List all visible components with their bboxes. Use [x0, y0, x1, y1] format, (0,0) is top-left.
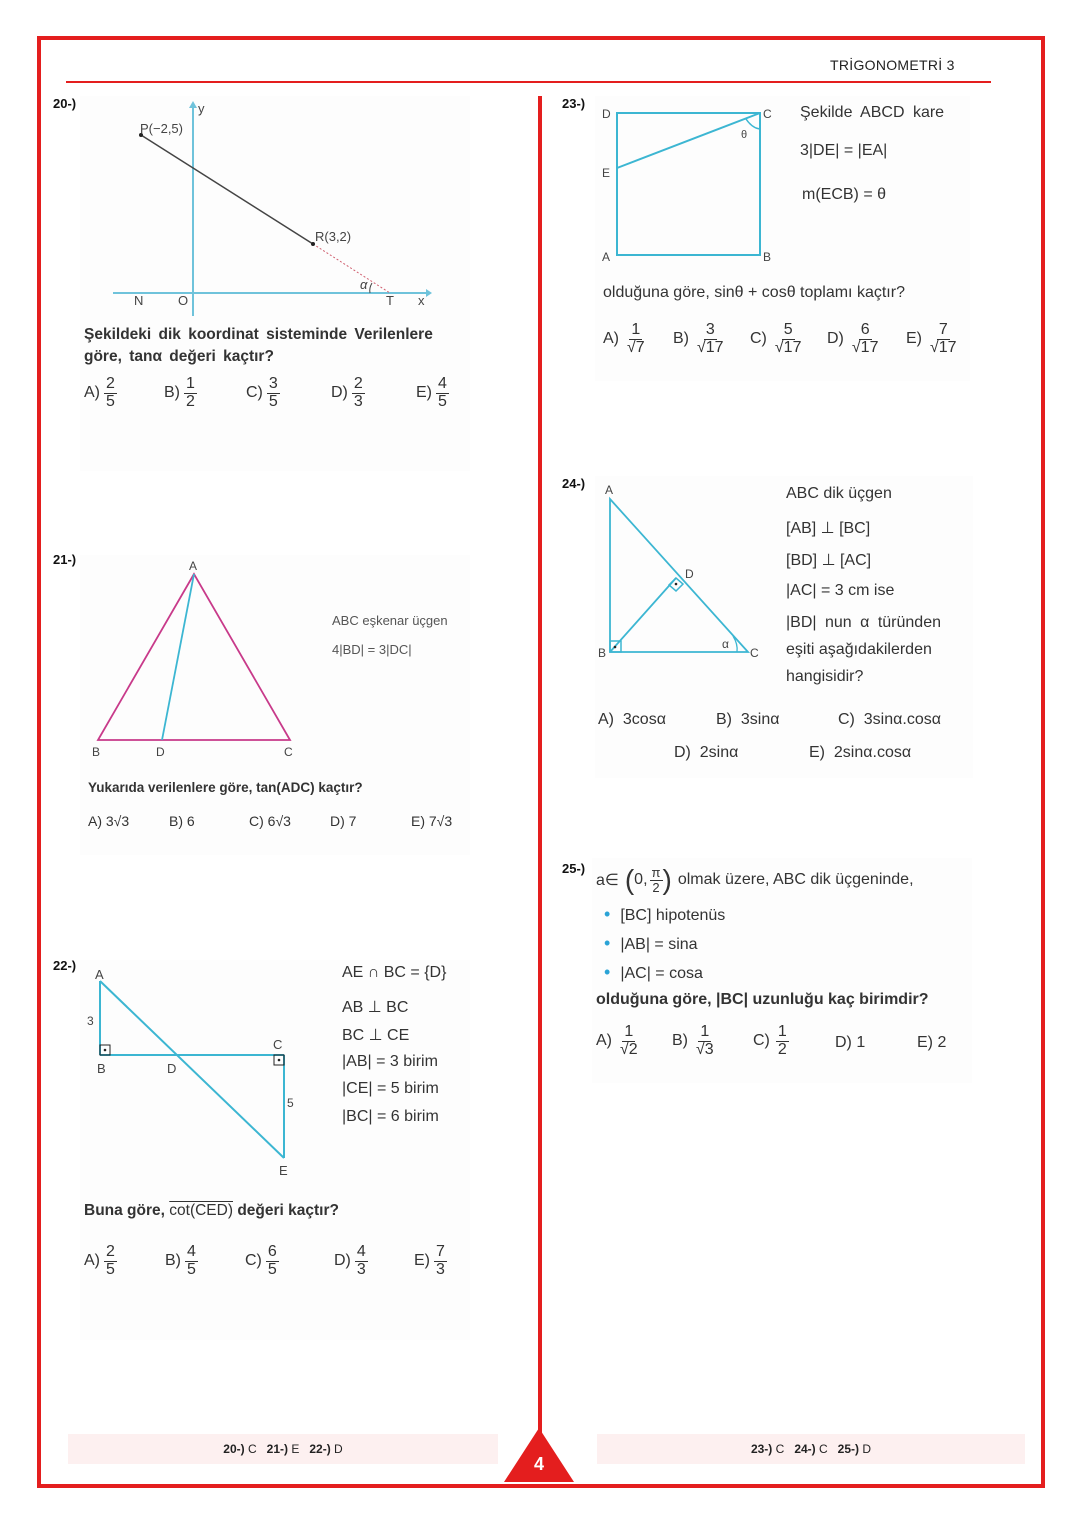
q23-option-b[interactable]: B) $\frac{3}{√17}$ [673, 321, 724, 356]
svg-text:A: A [189, 559, 198, 573]
svg-text:A: A [605, 483, 614, 497]
svg-text:O: O [178, 293, 189, 308]
question-24-given-6: eşiti aşağıdakilerden [786, 641, 932, 658]
question-20-number: 20-) [53, 96, 77, 111]
q23-option-e[interactable]: E) $\frac{7}{√17}$ [906, 321, 957, 356]
q20-option-b[interactable]: B) $\frac{1}{2}$ [164, 375, 195, 410]
question-25-bullet-1: • [BC] hipotenüs [604, 904, 726, 924]
q25-option-e[interactable]: E) 2 [917, 1034, 947, 1051]
q24-option-d[interactable]: D) 2sinα [674, 744, 739, 761]
svg-text:5: 5 [287, 1096, 294, 1110]
svg-text:B: B [598, 646, 607, 660]
answer-key-right: 23-) C 24-) C 25-) D [597, 1434, 1025, 1464]
answer-key-left: 20-) C 21-) E 22-) D [68, 1434, 498, 1464]
question-24-given-5: |BD| nun α türünden [786, 614, 941, 631]
svg-text:A: A [602, 250, 611, 264]
question-22-given-5: |CE| = 5 birim [342, 1080, 439, 1097]
question-22-given-6: |BC| = 6 birim [342, 1108, 439, 1125]
question-23-text: olduğuna göre, sinθ + cosθ toplamı kaçtır? [603, 284, 905, 301]
svg-text:D: D [685, 567, 694, 581]
svg-text:y: y [198, 101, 205, 116]
q24-option-b[interactable]: B) 3sinα [716, 711, 780, 728]
question-25-intro: a∈ ( 0, $\frac{\pi}{2}$ ) olmak üzere, ABC dik üçgeninde, [596, 864, 914, 895]
question-24-given-1: ABC dik üçgen [786, 485, 892, 502]
q25-option-a[interactable]: A) $\frac{1}{√2}$ [596, 1023, 638, 1058]
q20-option-a[interactable]: A) $\frac{2}{5}$ [84, 375, 115, 410]
question-25-number: 25-) [562, 861, 586, 876]
question-22-text: Buna göre, cot(CED) değeri kaçtır? [84, 1202, 339, 1219]
svg-text:R(3,2): R(3,2) [315, 229, 352, 244]
svg-text:x: x [418, 293, 425, 308]
q23-option-d[interactable]: D) $\frac{6}{√17}$ [827, 321, 879, 356]
q23-option-c[interactable]: C) $\frac{5}{√17}$ [750, 321, 802, 356]
svg-text:E: E [279, 1163, 288, 1178]
page-header-title: TRİGONOMETRİ 3 [830, 57, 955, 73]
question-24-given-3: [BD] ⊥ [AC] [786, 552, 872, 569]
q24-option-c[interactable]: C) 3sinα.cosα [838, 711, 941, 728]
svg-text:C: C [273, 1037, 283, 1052]
q21-option-c[interactable]: C) 6√3 [249, 813, 291, 829]
question-23-given-2: 3|DE| = |EA| [800, 142, 888, 159]
question-21-given-1: ABC eşkenar üçgen [332, 613, 448, 628]
svg-text:D: D [156, 745, 165, 759]
question-24-given-4: |AC| = 3 cm ise [786, 582, 895, 599]
svg-text:B: B [97, 1061, 106, 1076]
svg-text:C: C [763, 107, 772, 121]
bullet-icon: • [604, 962, 611, 982]
q22-option-d[interactable]: D) $\frac{4}{3}$ [334, 1243, 366, 1278]
svg-text:N: N [134, 293, 144, 308]
q24-option-a[interactable]: A) 3cosα [598, 711, 666, 728]
question-24-number: 24-) [562, 476, 586, 491]
question-22-given-1: AE ∩ BC = {D} [342, 964, 447, 981]
svg-text:B: B [763, 250, 772, 264]
q22-option-e[interactable]: E) $\frac{7}{3}$ [414, 1243, 445, 1278]
question-23-given-3: m(ECB) = θ [802, 186, 887, 203]
svg-text:α: α [722, 637, 729, 651]
q25-option-d[interactable]: D) 1 [835, 1034, 866, 1051]
question-20-card [80, 96, 470, 471]
bullet-icon: • [604, 933, 611, 953]
svg-text:D: D [167, 1061, 177, 1076]
question-24-given-2: [AB] ⊥ [BC] [786, 520, 871, 537]
svg-text:T: T [386, 293, 394, 308]
q20-option-d[interactable]: D) $\frac{2}{3}$ [331, 375, 363, 410]
question-23-given-1: Şekilde ABCD kare [800, 104, 945, 121]
svg-text:3: 3 [87, 1014, 94, 1028]
question-21-card [80, 555, 470, 855]
svg-text:α: α [360, 277, 368, 292]
column-divider [538, 96, 542, 1456]
q21-option-b[interactable]: B) 6 [169, 813, 195, 829]
question-22-given-2: AB ⊥ BC [342, 999, 409, 1016]
q22-option-c[interactable]: C) $\frac{6}{5}$ [245, 1243, 277, 1278]
q22-option-a[interactable]: A) $\frac{2}{5}$ [84, 1243, 115, 1278]
q21-option-a[interactable]: A) 3√3 [88, 813, 130, 829]
question-23-number: 23-) [562, 96, 586, 111]
svg-text:θ: θ [741, 129, 748, 141]
question-25-text: olduğuna göre, |BC| uzunluğu kaç birimdir? [596, 991, 929, 1008]
question-21-number: 21-) [53, 552, 77, 567]
svg-text:C: C [284, 745, 293, 759]
q23-option-a[interactable]: A) $\frac{1}{√7}$ [603, 321, 645, 356]
q25-option-c[interactable]: C) $\frac{1}{2}$ [753, 1023, 787, 1058]
question-22-number: 22-) [53, 958, 77, 973]
svg-text:D: D [602, 107, 611, 121]
question-22-given-4: |AB| = 3 birim [342, 1053, 438, 1070]
svg-text:B: B [92, 745, 101, 759]
svg-text:E: E [602, 166, 611, 180]
question-22-given-3: BC ⊥ CE [342, 1027, 410, 1044]
question-20-text-2: göre, tanα değeri kaçtır? [84, 348, 274, 365]
question-20-text: Şekildeki dik koordinat sisteminde Verilenlere [84, 326, 433, 343]
bullet-icon: • [604, 904, 611, 924]
svg-text:P(−2,5): P(−2,5) [140, 121, 183, 136]
svg-text:C: C [750, 646, 759, 660]
page-number: 4 [533, 1454, 544, 1474]
q24-option-e[interactable]: E) 2sinα.cosα [809, 744, 912, 761]
q20-option-c[interactable]: C) $\frac{3}{5}$ [246, 375, 278, 410]
question-21-text: Yukarıda verilenlere göre, tan(ADC) kaçtır? [88, 780, 363, 795]
q20-option-e[interactable]: E) $\frac{4}{5}$ [416, 375, 447, 410]
q22-option-b[interactable]: B) $\frac{4}{5}$ [165, 1243, 196, 1278]
question-21-given-2: 4|BD| = 3|DC| [332, 642, 412, 657]
question-24-given-7: hangisidir? [786, 668, 864, 685]
q21-option-d[interactable]: D) 7 [330, 813, 357, 829]
question-25-bullet-3: • |AC| = cosa [604, 962, 703, 982]
svg-text:A: A [95, 967, 104, 982]
q25-option-b[interactable]: B) $\frac{1}{√3}$ [672, 1023, 714, 1058]
header-divider [66, 81, 991, 83]
question-25-bullet-2: • |AB| = sina [604, 933, 698, 953]
q21-option-e[interactable]: E) 7√3 [411, 813, 453, 829]
